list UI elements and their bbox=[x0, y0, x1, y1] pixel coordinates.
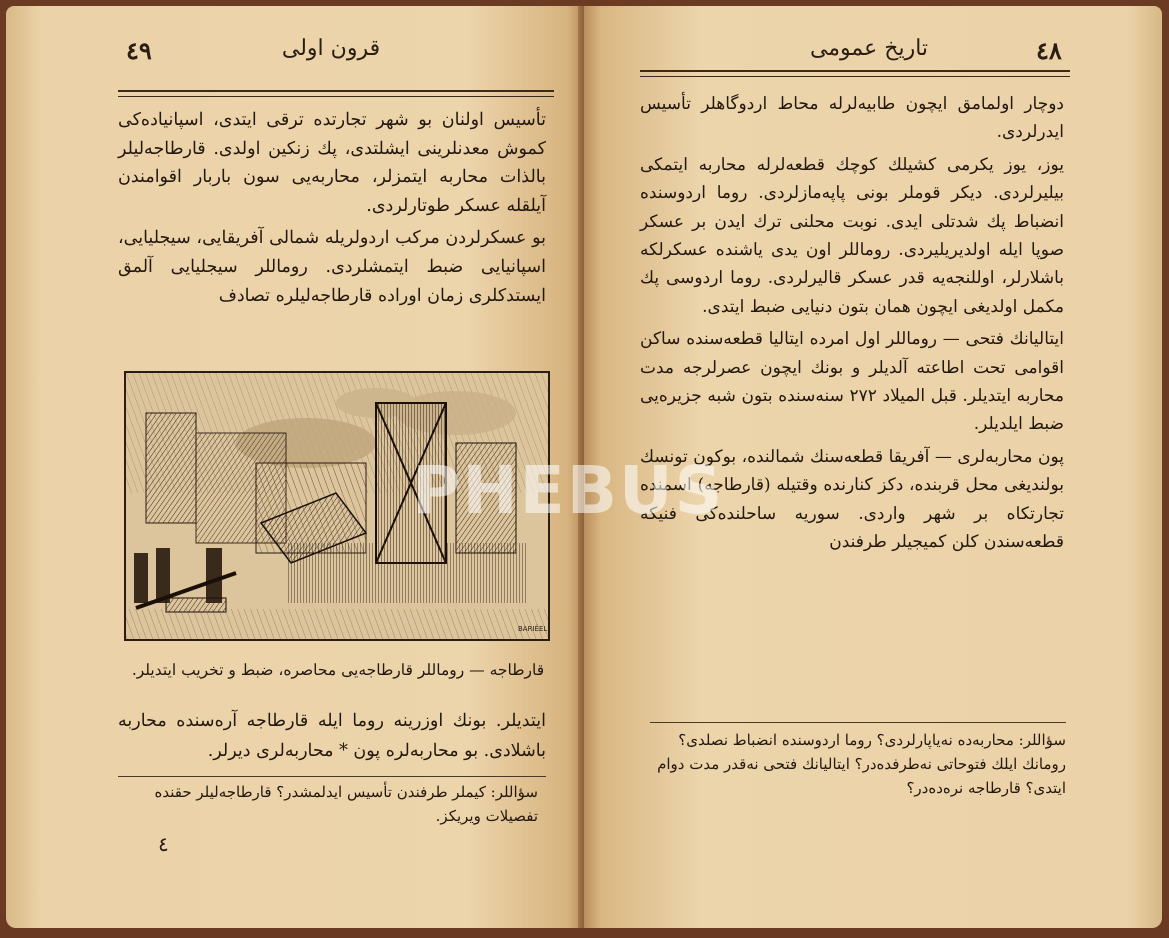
right-questions: سؤاللر: محاربه‌ده نه‌یاپارلردی؟ روما اردوسنده انضباط نصلدی؟ رومانك ایلك فتوحاتی نه‌طرفده‌در؟ ایتالیانك فتحی نه‌قدر مدت دوام ایتدی؟ قارطاجه نره‌ده‌در؟ bbox=[657, 731, 1066, 797]
left-paragraph: بو عسکرلردن مرکب اردولریله شمالی آفریقایی، سیجلیایی، اسپانیایی ضبط ایتمشلردی. روماللر سیجلیایی آلمق ایستدکلری زمان اوراده قارطاجه‌لیلره تصادف bbox=[118, 228, 546, 306]
left-continuation-text: ایتدیلر. بونك اوزرینه روما ایله قارطاجه آره‌سنده محاربه باشلادی. بو محاربه‌لره پون * محاربه‌لری دیرلر. bbox=[118, 711, 546, 761]
right-paragraph: یوز، یوز یکرمی کشیلك کوچك قطعه‌لرله محاربه ایتمکی بیلیرلردی. دیکر قوملر بونی پاپه‌مازلردی. روما اردوسنده انضباط پك شدتلی ایدی. نوبت محلنی ترك ایدن بر عسکر صوپا ایله اولدیریلیردی. روماللر اون یدی یاشنده عسکرلکه باشلارلر، اوللنجه‌یه قدر عسکر قالیرلردی. روما اردوسی پك مکمل اولدیغی ایچون همان بتون دنیایی ضبط ایتدی. bbox=[640, 154, 1064, 317]
right-head-rule bbox=[640, 70, 1070, 77]
left-head-rule bbox=[118, 90, 554, 97]
left-body-text bbox=[118, 106, 546, 314]
right-page-number: ٤٨ bbox=[1036, 36, 1062, 65]
signature-mark: ٤ bbox=[158, 832, 169, 856]
right-paragraph: پون محاربه‌لری — آفریقا قطعه‌سنك شمالنده، بوکون تونسك بولندیغی محل قربنده، دکز کنارنده وقتیله (قارطاجه) اسمنده تجارتکاه بر شهر واردی. سوریه ساحلنده‌کی فنیکه قطعه‌سندن کلن کمیجیلر طرفندن bbox=[640, 446, 1064, 553]
engraver-signature: BARIÉEL bbox=[518, 625, 548, 633]
left-paragraph: تأسیس اولنان بو شهر تجارتده ترقی ایتدی، اسپانیاده‌کی کموش معدنلرینی ایشلتدی، پك زنكین اولدی. قارطاجه‌لیلر بالذات محاربه ایتمزلر، محاربه‌یی سون باربار اقوامندن آیلقله عسکر طوتارلردی. bbox=[118, 110, 546, 216]
right-paragraph: دوچار اولمامق ایچون طابیه‌لرله محاط اردوگاهلر تأسیس ایدرلردی. bbox=[640, 94, 1064, 143]
right-running-head: تاریخ عمومی bbox=[809, 36, 929, 61]
left-questions-rule bbox=[118, 776, 546, 777]
left-running-head: قرون اولی bbox=[281, 36, 381, 61]
left-questions: سؤاللر: کیملر طرفندن تأسیس ایدلمشدر؟ قارطاجه‌لیلر حقنده تفصیلات ویریکز. bbox=[154, 783, 538, 825]
right-paragraph: ایتالیانك فتحی — روماللر اول امرده ایتالیا قطعه‌سنده ساکن اقوامی تحت اطاعته آلدیلر و بونك ایچون عصرلرجه مدت محاربه ایتدیلر. قبل المیلاد ٢٧٢ سنه‌سنده بتون شبه جزیره‌یی ضبط ایلدیلر. bbox=[640, 329, 1064, 435]
phebus-watermark: PHEBUS bbox=[412, 452, 725, 529]
left-page-number: ٤٩ bbox=[126, 36, 152, 65]
right-questions-rule bbox=[650, 722, 1066, 723]
illustration-caption: قارطاجه — روماللر قارطاجه‌یی محاصره، ضبط و تخریب ایتدیلر. bbox=[131, 661, 545, 679]
